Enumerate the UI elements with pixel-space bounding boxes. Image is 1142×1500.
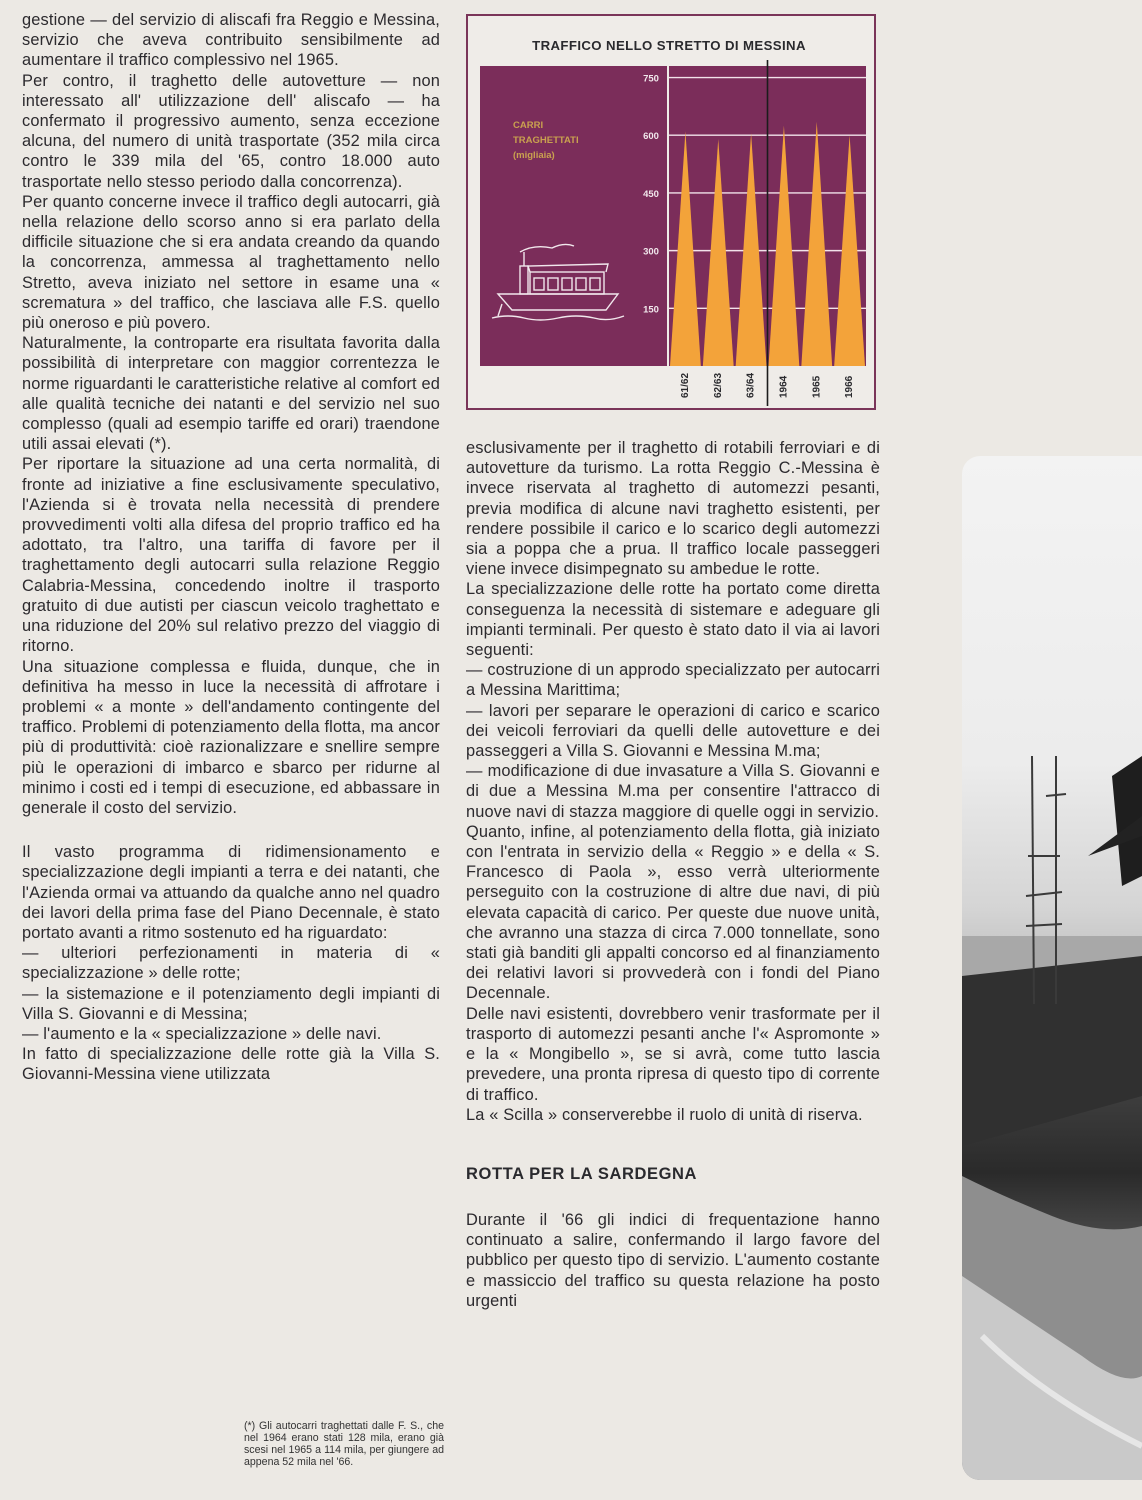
y-axis-label-line: CARRI xyxy=(513,120,544,131)
chart-title: TRAFFICO NELLO STRETTO DI MESSINA xyxy=(532,38,806,53)
paragraph: Naturalmente, la controparte era risultata favorita dalla possibilità di interpretare con maggior correntezza le norme riguardanti le caratteristiche relative al comfort ed alle qualità tecniche dei natanti e del servizio nel suo complesso (quali ad esempio tariffe ed orari) traendone utili assai elevati (*). xyxy=(22,334,440,454)
paragraph: Durante il '66 gli indici di frequentazione hanno continuato a salire, confermando il largo favore del pubblico per questo tipo di servizio. L'aumento costante e massiccio del traffico su questa relazione ha posto urgenti xyxy=(466,1210,880,1310)
y-tick-label: 450 xyxy=(643,188,659,200)
paragraph: La « Scilla » conserverebbe il ruolo di unità di riserva. xyxy=(466,1105,863,1124)
x-tick-label: 62/63 xyxy=(712,372,724,398)
ship-photo-drawing xyxy=(962,456,1142,1480)
paragraph: In fatto di specializzazione delle rotte già la Villa S. Giovanni-Messina viene utilizzata xyxy=(22,1045,440,1084)
chart-canvas xyxy=(468,16,874,408)
x-tick-label: 1965 xyxy=(811,375,823,398)
paragraph-gap xyxy=(22,818,440,842)
paragraph: Delle navi esistenti, dovrebbero venir trasformate per il trasporto di automezzi pesanti anche l'« Aspromonte » e la « Mongibello », se si avrà, come tutto lascia prevedere, una pronta ripresa di questo tipo di corrente di traffico. xyxy=(466,1004,880,1104)
list-item: — ulteriori perfezionamenti in materia di « specializzazione » delle rotte; xyxy=(22,944,440,983)
list-item: — la sistemazione e il potenziamento degli impianti di Villa S. Giovanni e di Messina; xyxy=(22,984,440,1023)
paragraph: Per riportare la situazione ad una certa normalità, di fronte ad iniziative a fine esclusivamente speculativo, l'Azienda si è trovata nella necessità di prendere provvedimenti volti alla difesa del proprio traffico ed ha adottato, tra l'altro, una tariffa di favore per il traghettamento degli autocarri sulla relazione Reggio Calabria-Messina, concedendo inoltre il trasporto gratuito di due autisti per ciascun veicolo traghettato e una riduzione del 20% sul relativo prezzo del viaggio di ritorno. xyxy=(22,455,440,656)
left-text-column xyxy=(22,10,440,1085)
chart-plot xyxy=(635,60,866,406)
right-text-column xyxy=(466,438,880,1311)
paragraph: Una situazione complessa e fluida, dunque, che in definitiva ha messo in luce la necessità di affrotare i problemi « a monte » dell'andamento contingente del traffico. Problemi di potenziamento della flotta, ma ancor più di produttività: cioè razionalizzare e snellire sempre più le operazioni di imbarco e sbarco per ridurne al minimo i costi ed i tempi di esecuzione, ed abbassare in generale il costo del servizio. xyxy=(22,657,440,817)
list-item: — lavori per separare le operazioni di carico e scarico dei veicoli ferroviari da quelli delle autovetture e dei passeggeri a Villa S. Giovanni e Messina M.ma; xyxy=(466,701,880,761)
x-tick-label: 1964 xyxy=(778,375,790,398)
list-item: — costruzione di un approdo specializzato per autocarri a Messina Marittima; xyxy=(466,661,880,700)
y-tick-label: 750 xyxy=(643,73,659,85)
x-tick-label: 1966 xyxy=(844,375,856,398)
y-axis-label-line: (migliaia) xyxy=(513,150,555,161)
traffic-chart xyxy=(466,14,876,410)
paragraph: esclusivamente per il traghetto di rotabili ferroviari e di autovetture da turismo. La rotta Reggio C.-Messina è invece riservata al traghetto di automezzi pesanti, previa modifica di alcune navi traghetto esistenti, per rendere possibile il carico e lo scarico degli automezzi sia a poppa che a prua. Il traffico locale passeggeri viene invece disimpegnato su ambedue le rotte. xyxy=(466,439,880,579)
section-heading: ROTTA PER LA SARDEGNA xyxy=(466,1164,698,1183)
ship-photo xyxy=(962,456,1142,1480)
list-item: — l'aumento e la « specializzazione » delle navi. xyxy=(22,1024,382,1043)
list-item: — modificazione di due invasature a Villa S. Giovanni e di due a Messina M.ma per consentire l'attracco di nuove navi di stazza maggiore di quelle oggi in servizio. xyxy=(466,762,880,821)
paragraph: gestione — del servizio di aliscafi fra Reggio e Messina, servizio che aveva contribuito sensibilmente ad aumentare il traffico complessivo nel 1965. xyxy=(22,11,440,70)
paragraph: Quanto, infine, al potenziamento della flotta, già iniziato con l'entrata in servizio della « Reggio » e della « S. Francesco di Paola », esso verrà ulteriormente perseguito con la costruzione di altre due navi, di più elevata capacità di carico. Per queste due nuove unità, che avranno una stazza di circa 7.000 tonnellate, sono stati già banditi gli appalti concorso ed al finanziamento dei relativi lavori si provvederà con i fondi del Piano Decennale. xyxy=(466,822,880,1003)
paragraph: Per quanto concerne invece il traffico degli autocarri, già nella relazione dello scorso anno si era parlato della difficile situazione che si era andata creando da quando la concorrenza, ammessa al traghettamento nello Stretto, aveva iniziato nel settore in esame una « scrematura » del traffico, che lasciava alle F.S. quello più oneroso e più povero. xyxy=(22,192,440,333)
label-panel xyxy=(480,66,635,366)
y-tick-label: 150 xyxy=(643,304,659,316)
y-tick-label: 600 xyxy=(643,131,659,143)
paragraph: Per contro, il traghetto delle autovetture — non interessato all' utilizzazione dell' aliscafo — ha confermato il progressivo aumento, senza eccezione alcuna, del numero di unità trasportate (352 mila circa contro le 339 mila del '65, contro 18.000 auto trasportate nello stesso periodo dalla concorrenza). xyxy=(22,71,440,191)
y-axis-band xyxy=(635,66,667,366)
y-axis-label-line: TRAGHETTATI xyxy=(513,135,579,146)
y-tick-label: 300 xyxy=(643,246,659,258)
footnote: (*) Gli autocarri traghettati dalle F. S., che nel 1964 erano stati 128 mila, erano già scesi nel 1965 a 114 mila, per giungere ad appena 52 mila nel '66. xyxy=(244,1420,444,1468)
x-tick-label: 63/64 xyxy=(745,372,757,398)
x-tick-label: 61/62 xyxy=(680,372,692,398)
paragraph: Il vasto programma di ridimensionamento e specializzazione degli impianti a terra e dei natanti, che l'Azienda ormai va attuando da qualche anno nel quadro dei lavori della prima fase del Piano Decennale, è stato portato avanti a ritmo sostenuto ed ha riguardato: xyxy=(22,843,440,942)
paragraph: La specializzazione delle rotte ha portato come diretta conseguenza la necessità di sistemare e adeguare gli impianti terminali. Per questo è stato dato il via ai lavori seguenti: xyxy=(466,580,880,660)
